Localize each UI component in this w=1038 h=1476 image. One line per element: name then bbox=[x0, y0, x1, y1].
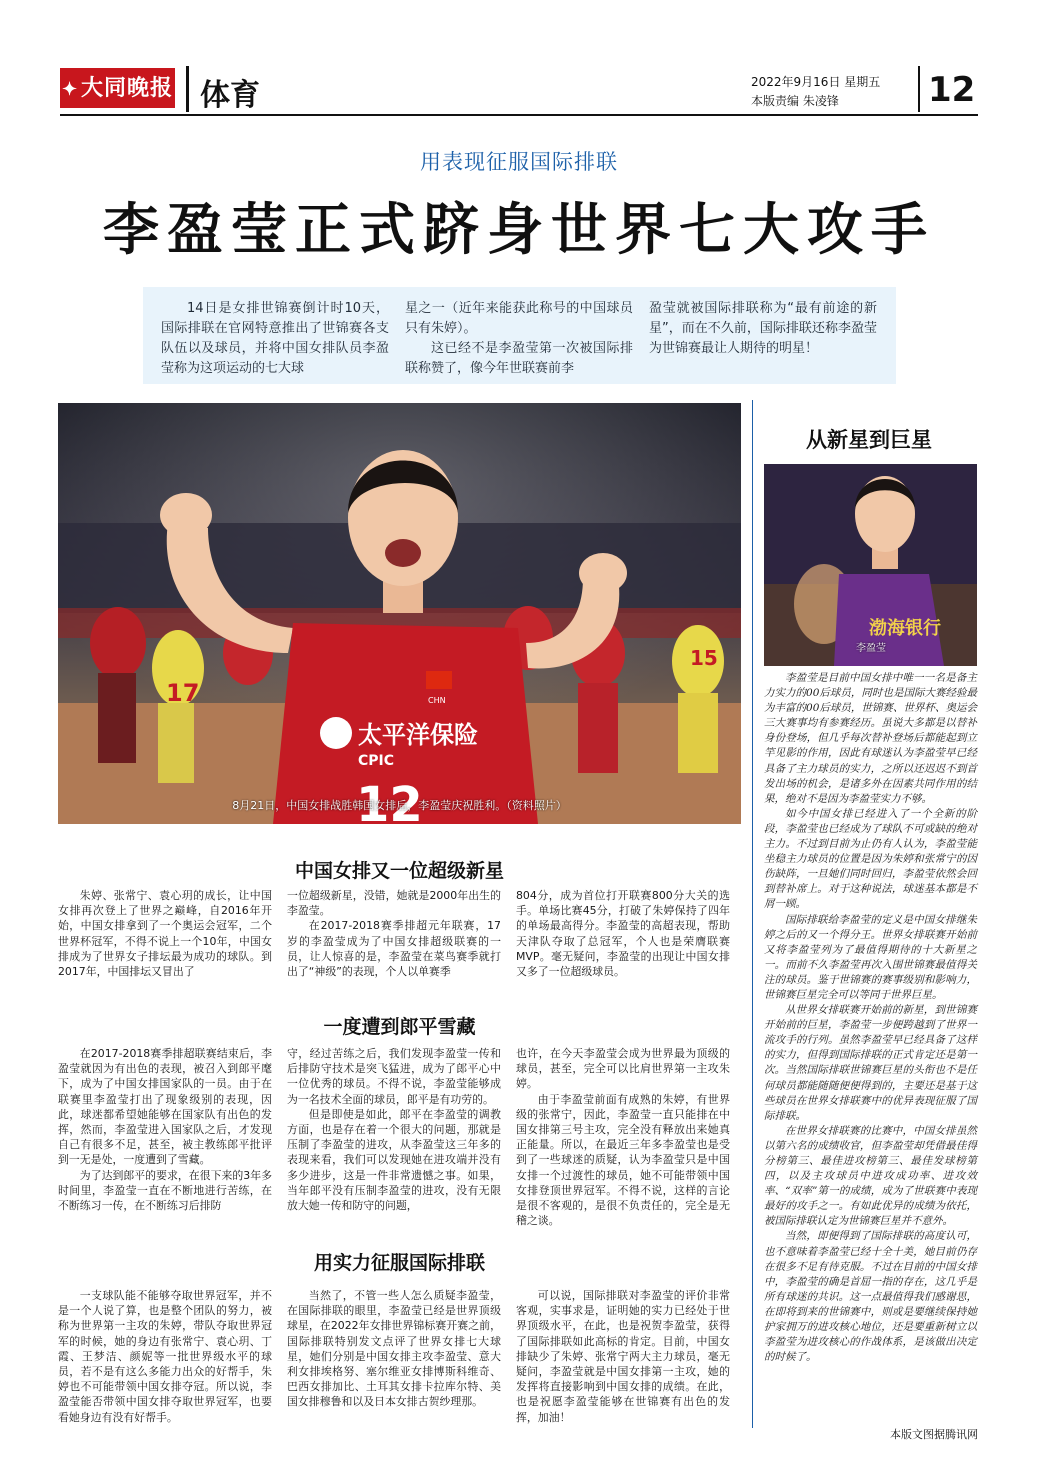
main-photo bbox=[58, 403, 741, 824]
lead-box bbox=[143, 287, 896, 384]
section-heading: 用实力征服国际排联 bbox=[313, 1252, 485, 1274]
sidebar-photo-caption: 李盈莹 bbox=[856, 643, 886, 654]
lead-column-3 bbox=[649, 299, 877, 359]
lead-column-2 bbox=[405, 299, 633, 379]
newspaper-logo: ✦ 大同晚报 bbox=[60, 68, 175, 108]
sidebar-paragraph: 从世界女排联赛开始前的新星，到世锦赛开始前的巨星，李盈莹一步便跨越到了世界一流攻手的行列。虽然李盈莹早已经具备了这样的实力，但得到国际排联的正式肯定还是第一次。当然国际排联世锦赛巨星的头衔也不是任何球员都能随随便便得到的，主要还是基于这些球员在世界女排联赛中的优异表现征服了国际排联。 bbox=[764, 1004, 977, 1122]
page-number-divider bbox=[918, 66, 920, 112]
body-paragraph: 也许，在今天李盈莹会成为世界最为顶级的球员，甚至，完全可以比肩世界第一主攻朱婷。 bbox=[516, 1047, 730, 1091]
issue-date: 2022年9月16日 星期五 bbox=[751, 75, 881, 89]
body-paragraph: 由于李盈莹前面有成熟的朱婷，有世界级的张常宁，因此，李盈莹一直只能排在中国女排第三号主攻，完全没有释放出来她真正能量。所以，在最近三年多李盈莹也是受到了一些球迷的质疑，认为李盈莹只是中国女排一个过渡性的球员，她不可能带领中国女排登顶世界冠军。不得不说，这样的言论是很不客观的，是很不负责任的，完全是无稽之谈。 bbox=[516, 1092, 730, 1228]
section-name: 体育 bbox=[200, 78, 260, 113]
body-paragraph: 当然了，不管一些人怎么质疑李盈莹，在国际排联的眼里，李盈莹已经是世界顶级球星，在2022年女排世界锦标赛开赛之前，国际排联特别发文点评了世界女排七大球星，她们分别是中国女排主攻李盈莹、意大利女排埃格努、塞尔维亚女排博斯科维奇、巴西女排加比、土耳其女排卡拉库尔特、美国女排穆鲁和以及日本女排古贺纱理那。 bbox=[287, 1289, 501, 1409]
sidebar-photo-illustration bbox=[764, 464, 977, 666]
source-credit: 本版文图据腾讯网 bbox=[890, 1428, 978, 1441]
sidebar-paragraph: 在世界女排联赛的比赛中，中国女排虽然以第六名的成绩收官，但李盈莹却凭借最佳得分榜第三、最佳进攻榜第三、最佳发球榜第四，以及主攻球员中进攻成功率、进攻效率、“双率”第一的成绩，成为了世联赛中表现最好的攻手之一。有如此优异的成绩为依托，被国际排联认定为世锦赛巨星并不意外。 bbox=[764, 1124, 977, 1228]
jersey-sponsor: 太平洋保险 bbox=[358, 721, 478, 749]
jersey-sponsor-en: CPIC bbox=[358, 753, 395, 769]
lead-paragraph: 14日是女排世锦赛倒计时10天，国际排联在官网特意推出了世锦赛各支队伍以及球员，并将中国女排队员李盈莹称为这项运动的七大球 bbox=[161, 301, 389, 376]
sidebar-title: 从新星到巨星 bbox=[806, 428, 932, 452]
body-column bbox=[58, 888, 272, 979]
body-paragraph: 守，经过苦练之后，我们发现李盈莹一传和后排防守技术是突飞猛进，成为了郎平心中一位优秀的球员。不得不说，李盈莹能够成为一名技术全面的球员，郎平是有功劳的。 bbox=[287, 1047, 501, 1106]
section-heading: 中国女排又一位超级新星 bbox=[294, 860, 504, 882]
sidebar-paragraph: 当然，即便得到了国际排联的高度认可，也不意味着李盈莹已经十全十美，她目前仍存在很多不足有待克服。不过在目前的中国女排中，李盈莹的确是首屈一指的存在，这几乎是所有球迷的共识。这一点最值得我们感谢思，在即将到来的世锦赛中，则或是要继续保持她护家拥万的进攻核心地位，还是要重新树立以李盈莹为进攻核心的作战体系，是该做出决定的时候了。 bbox=[764, 1230, 977, 1364]
body-paragraph: 一位超级新星，没错，她就是2000年出生的李盈莹。 bbox=[287, 889, 501, 918]
body-column bbox=[287, 888, 501, 979]
jersey-number: 12 bbox=[356, 777, 423, 824]
masthead-rule bbox=[60, 114, 978, 116]
sidebar-paragraph: 如今中国女排已经进入了一个全新的阶段，李盈莹也已经成为了球队不可或缺的绝对主力。不过到目前为止仍有人认为，李盈莹能坐稳主力球员的位置是因为朱婷和张常宁的因伤缺阵，一旦她们同时回归，李盈莹依然会回到替补席上。对于这种说法，球迷基本都是不屑一顾。 bbox=[764, 807, 977, 911]
back-number: 17 bbox=[166, 679, 200, 707]
body-column bbox=[287, 1288, 501, 1410]
lead-column-1 bbox=[161, 299, 389, 379]
article-kicker: 用表现征服国际排联 bbox=[420, 150, 618, 174]
page-number: 12 bbox=[928, 70, 976, 110]
body-column bbox=[516, 1046, 730, 1228]
photo-caption: 8月21日，中国女排战胜韩国女排后，李盈莹庆祝胜利。（资料照片） bbox=[232, 799, 567, 812]
sidebar-jersey-text: 渤海银行 bbox=[869, 618, 941, 639]
main-photo-illustration bbox=[58, 403, 741, 824]
back-number: 15 bbox=[690, 646, 718, 670]
body-paragraph: 在2017-2018赛季排超元年联赛，17岁的李盈莹成为了中国女排超级联赛的一员，让人惊喜的是，李盈莹在菜鸟赛季就打出了“神级”的表现，个人以单赛季 bbox=[287, 919, 501, 979]
body-paragraph: 为了达到郎平的要求，在很下来的3年多时间里，李盈莹一直在不断地进行苦练，在不断练习一传，在不断练习后排防 bbox=[58, 1168, 272, 1213]
sidebar-divider bbox=[752, 400, 753, 1428]
sidebar-photo bbox=[764, 464, 977, 666]
lead-paragraph: 星之一（近年来能获此称号的中国球员只有朱婷）。 bbox=[405, 301, 633, 336]
article-headline: 李盈莹正式跻身世界七大攻手 bbox=[103, 197, 935, 263]
jersey-country-code: CHN bbox=[428, 696, 446, 705]
body-column bbox=[58, 1046, 272, 1213]
section-heading: 一度遭到郎平雪藏 bbox=[323, 1016, 476, 1038]
body-paragraph: 可以说，国际排联对李盈莹的评价非常客观，实事求是，证明她的实力已经处于世界顶级水平，在此，也是祝贺李盈莹，获得了国际排联如此高标的肯定。目前，中国女排缺少了朱婷、张常宁两大主力球员，毫无疑问，李盈莹就是中国女排第一主攻，她的发挥将直接影响到中国女排的成绩。在此，也是祝愿李盈莹能够在世锦赛有出色的发挥，加油！ bbox=[516, 1289, 730, 1424]
body-column bbox=[516, 1288, 730, 1425]
page-editor: 本版责编 朱凌锋 bbox=[751, 94, 839, 108]
body-paragraph: 朱婷、张常宁、袁心玥的成长，让中国女排再次登上了世界之巅峰，自2016年开始，中国女排拿到了一个奥运会冠军，二个世界杯冠军，不得不说上一个10年，中国女排成为了世界女子排坛最为成功的球队。到2017年，中国排坛又冒出了 bbox=[58, 889, 272, 979]
masthead-divider bbox=[186, 66, 189, 112]
sidebar-text bbox=[764, 671, 977, 1365]
body-column bbox=[516, 888, 730, 979]
body-paragraph: 但是即使是如此，郎平在李盈莹的调教方面，也是存在着一个很大的问题，那就是压制了李盈莹的进攻，从李盈莹这三年多的表现来看，我们可以发现她在进攻端并没有多少进步，这是一件非常遗憾之事。如果，当年郎平没有压制李盈莹的进攻，没有无限放大她一传和防守的问题， bbox=[287, 1107, 501, 1213]
body-paragraph: 在2017-2018赛季排超联赛结束后，李盈莹就因为有出色的表现，被召入到郎平麾下，成为了中国女排国家队的一员。由于在联赛里李盈莹打出了现象级别的表现，因此，球迷都希望她能够在国家队有出色的发挥，然而，李盈莹进入国家队之后，才发现自己有很多不足，甚至，被主教练郎平批评到一无是处，一度遭到了雪藏。 bbox=[58, 1047, 272, 1167]
body-paragraph: 一支球队能不能够夺取世界冠军，并不是一个人说了算，也是整个团队的努力，被称为世界第一主攻的朱婷，带队夺取世界冠军的时候，她的身边有张常宁、袁心玥、丁霞、王梦洁、颜妮等一批世界级水平的球员，若不是有这么多能力出众的好帮手，朱婷也不可能带领中国女排夺冠。所以说，李盈莹能否带领中国女排夺取世界冠军，也要看她身边有没有好帮手。 bbox=[58, 1289, 272, 1424]
body-column bbox=[287, 1046, 501, 1213]
sidebar-paragraph: 李盈莹是目前中国女排中唯一一名是备主力实力的00后球员，同时也是国际大赛经验最为丰富的00后球员，世锦赛、世界杯、奥运会三大赛事均有参赛经历。虽说大多都是以替补身份登场，但几乎每次替补登场后都能起到立竿见影的作用，因此有球迷认为李盈莹早已经具备了主力球员的实力，之所以还迟迟不到首发出场的机会，是诸多外在因素共同作用的结果，绝对不是因为李盈莹实力不够。 bbox=[764, 672, 977, 805]
body-column bbox=[58, 1288, 272, 1425]
body-paragraph: 804分，成为首位打开联赛800分大关的选手。单场比赛45分，打破了朱婷保持了四年的单场最高得分。李盈莹的高超表现，帮助天津队夺取了总冠军，个人也是荣膺联赛MVP。毫无疑问，李盈莹的出现让中国女排又多了一位超级球员。 bbox=[516, 889, 730, 979]
flame-icon: ✦ bbox=[61, 79, 79, 100]
sidebar-paragraph: 国际排联给李盈莹的定义是中国女排继朱婷之后的又一个得分王。世界女排联赛开始前又将李盈莹列为了最值得期待的十大新星之一。而前不久李盈莹再次入围世锦赛最值得关注的球员。鉴于世锦赛的赛事级别和影响力，世锦赛巨星完全可以等同于世界巨星。 bbox=[764, 913, 977, 1001]
lead-paragraph: 这已经不是李盈莹第一次被国际排联称赞了，像今年世联赛前李 bbox=[405, 341, 633, 376]
lead-paragraph: 盈莹就被国际排联称为“最有前途的新星”，而在不久前，国际排联还称李盈莹为世锦赛最让人期待的明星！ bbox=[649, 301, 877, 356]
